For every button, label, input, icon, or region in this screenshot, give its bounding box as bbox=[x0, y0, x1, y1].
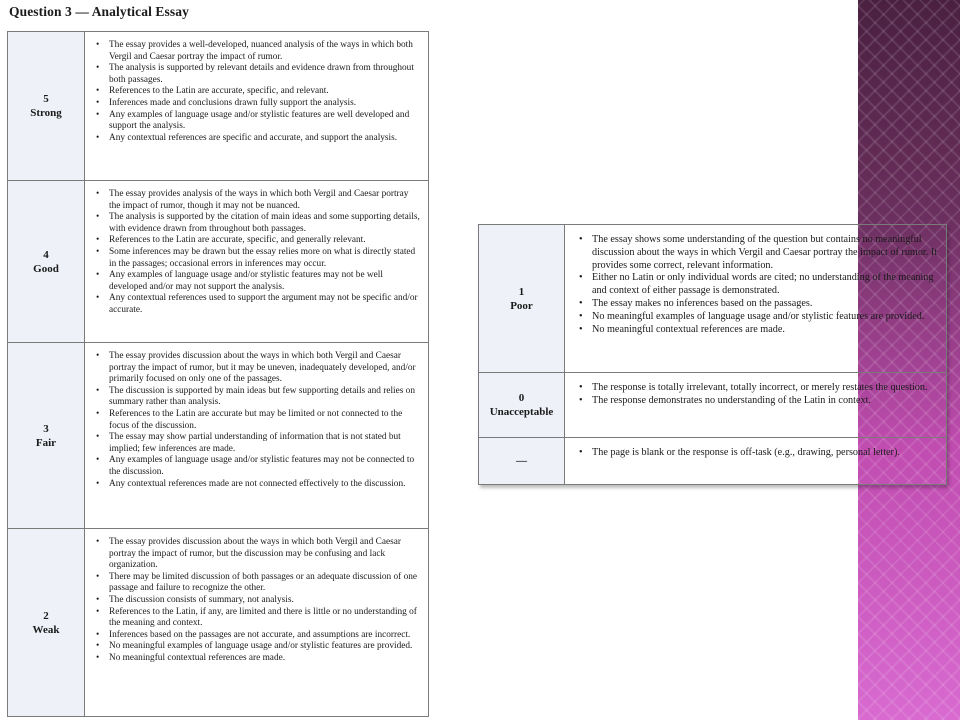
score-number: 4 bbox=[43, 248, 49, 261]
descriptor-item: • Any contextual references made are not connected effectively to the discussion. bbox=[109, 479, 422, 491]
descriptor-item: • The essay provides discussion about the ways in which both Vergil and Caesar portray the impact of rumor, but the discussion may be confusing and lack organization. bbox=[109, 537, 422, 572]
rubric-row-weak bbox=[8, 529, 429, 717]
descriptor-item: • The essay provides a well-developed, nuanced analysis of the ways in which both Vergil and Caesar portray the impact of rumor. bbox=[109, 40, 422, 63]
score-cell bbox=[479, 225, 565, 373]
score-cell bbox=[8, 32, 85, 181]
descriptor-item: • Any contextual references used to support the argument may not be specific and/or accurate. bbox=[109, 293, 422, 316]
descriptor-list bbox=[85, 181, 428, 317]
descriptor-item: • The essay makes no inferences based on the passages. bbox=[592, 298, 940, 311]
rubric-row-unacceptable bbox=[479, 373, 947, 438]
descriptor-item: • The discussion consists of summary, not analysis. bbox=[109, 595, 422, 607]
descriptor-item: • Inferences made and conclusions drawn fully support the analysis. bbox=[109, 98, 422, 110]
descriptor-item: • The essay provides analysis of the ways in which both Vergil and Caesar portray the impact of rumor, though it may not be nuanced. bbox=[109, 189, 422, 212]
rubric-table-left bbox=[7, 31, 429, 717]
descriptor-item: • Any examples of language usage and/or stylistic features may not be well developed and/or may not support the analysis. bbox=[109, 270, 422, 293]
descriptor-item: • Some inferences may be drawn but the essay relies more on what is directly stated in the passages; occasional errors in inferences may occur. bbox=[109, 247, 422, 270]
rubric-row-fair bbox=[8, 343, 429, 529]
descriptor-cell bbox=[565, 438, 947, 485]
descriptor-item: • The analysis is supported by relevant details and evidence drawn from throughout both passages. bbox=[109, 63, 422, 86]
descriptor-item: • The essay may show partial understanding of information that is not stated but implied; few inferences are made. bbox=[109, 432, 422, 455]
score-label: Good bbox=[33, 262, 59, 275]
descriptor-item: • References to the Latin are accurate, specific, and generally relevant. bbox=[109, 235, 422, 247]
descriptor-item: • No meaningful examples of language usage and/or stylistic features are provided. bbox=[592, 311, 940, 324]
descriptor-list bbox=[565, 438, 946, 460]
descriptor-list bbox=[85, 343, 428, 490]
descriptor-item: • The page is blank or the response is off-task (e.g., drawing, personal letter). bbox=[592, 447, 940, 460]
descriptor-cell bbox=[85, 32, 429, 181]
score-number: 2 bbox=[43, 609, 49, 622]
score-label: Fair bbox=[35, 436, 57, 449]
descriptor-cell bbox=[85, 343, 429, 529]
descriptor-item: • The analysis is supported by the citation of main ideas and some supporting details, with evidence drawn from throughout both passages. bbox=[109, 212, 422, 235]
descriptor-item: • References to the Latin, if any, are limited and there is little or no understanding of the meaning and context. bbox=[109, 607, 422, 630]
descriptor-cell bbox=[565, 225, 947, 373]
score-cell bbox=[8, 343, 85, 529]
descriptor-item: • Inferences based on the passages are not accurate, and assumptions are incorrect. bbox=[109, 630, 422, 642]
descriptor-item: • Either no Latin or only individual words are cited; no understanding of the meaning and context of either passage is demonstrated. bbox=[592, 272, 940, 298]
score-number: 5 bbox=[43, 93, 49, 105]
rubric-row-strong bbox=[8, 32, 429, 181]
descriptor-item: • References to the Latin are accurate but may be limited or not connected to the focus of the discussion. bbox=[109, 409, 422, 432]
descriptor-item: • The response is totally irrelevant, totally incorrect, or merely restates the question. bbox=[592, 382, 940, 395]
descriptor-list bbox=[565, 373, 946, 408]
score-label: Poor bbox=[510, 299, 533, 312]
descriptor-item: • The essay shows some understanding of the question but contains no meaningful discussion about the ways in which Vergil and Caesar portray the impact of rumor. It provides some correct, relevant information. bbox=[592, 234, 940, 272]
descriptor-item: • Any examples of language usage and/or stylistic features may not be connected to the discussion. bbox=[109, 455, 422, 478]
descriptor-item: • There may be limited discussion of both passages or an adequate discussion of one passage and failure to recognize the other. bbox=[109, 572, 422, 595]
descriptor-item: • No meaningful contextual references are made. bbox=[109, 653, 422, 665]
descriptor-list bbox=[85, 529, 428, 665]
descriptor-item: • The discussion is supported by main ideas but few supporting details and relies on summary rather than analysis. bbox=[109, 386, 422, 409]
score-number: 3 bbox=[43, 422, 49, 435]
rubric-row-poor bbox=[479, 225, 947, 373]
descriptor-item: • Any contextual references are specific and accurate, and support the analysis. bbox=[109, 133, 422, 145]
descriptor-item: • The response demonstrates no understanding of the Latin in context. bbox=[592, 395, 940, 408]
score-cell bbox=[8, 529, 85, 717]
score-label: Unacceptable bbox=[489, 406, 554, 418]
descriptor-item: • Any examples of language usage and/or stylistic features are well developed and support the analysis. bbox=[109, 110, 422, 133]
descriptor-list bbox=[565, 225, 946, 336]
page-title: Question 3 — Analytical Essay bbox=[9, 4, 189, 19]
score-label: Weak bbox=[32, 623, 60, 636]
rubric-table-right bbox=[478, 224, 947, 485]
score-number: — bbox=[516, 455, 527, 467]
rubric-row-blank bbox=[479, 438, 947, 485]
descriptor-list bbox=[85, 32, 428, 144]
descriptor-item: • The essay provides discussion about the ways in which both Vergil and Caesar portray the impact of rumor, but it may be uneven, inadequately developed, and/or primarily focused on only one of the passages. bbox=[109, 351, 422, 386]
score-number: 0 bbox=[518, 392, 525, 404]
score-number: 1 bbox=[518, 285, 525, 298]
descriptor-cell bbox=[85, 181, 429, 343]
descriptor-item: • References to the Latin are accurate, specific, and relevant. bbox=[109, 86, 422, 98]
score-label: Strong bbox=[30, 107, 62, 119]
score-cell bbox=[479, 438, 565, 485]
rubric-row-good bbox=[8, 181, 429, 343]
descriptor-cell bbox=[565, 373, 947, 438]
descriptor-item: • No meaningful examples of language usage and/or stylistic features are provided. bbox=[109, 641, 422, 653]
descriptor-cell bbox=[85, 529, 429, 717]
descriptor-item: • No meaningful contextual references are made. bbox=[592, 324, 940, 337]
score-cell bbox=[479, 373, 565, 438]
score-cell bbox=[8, 181, 85, 343]
